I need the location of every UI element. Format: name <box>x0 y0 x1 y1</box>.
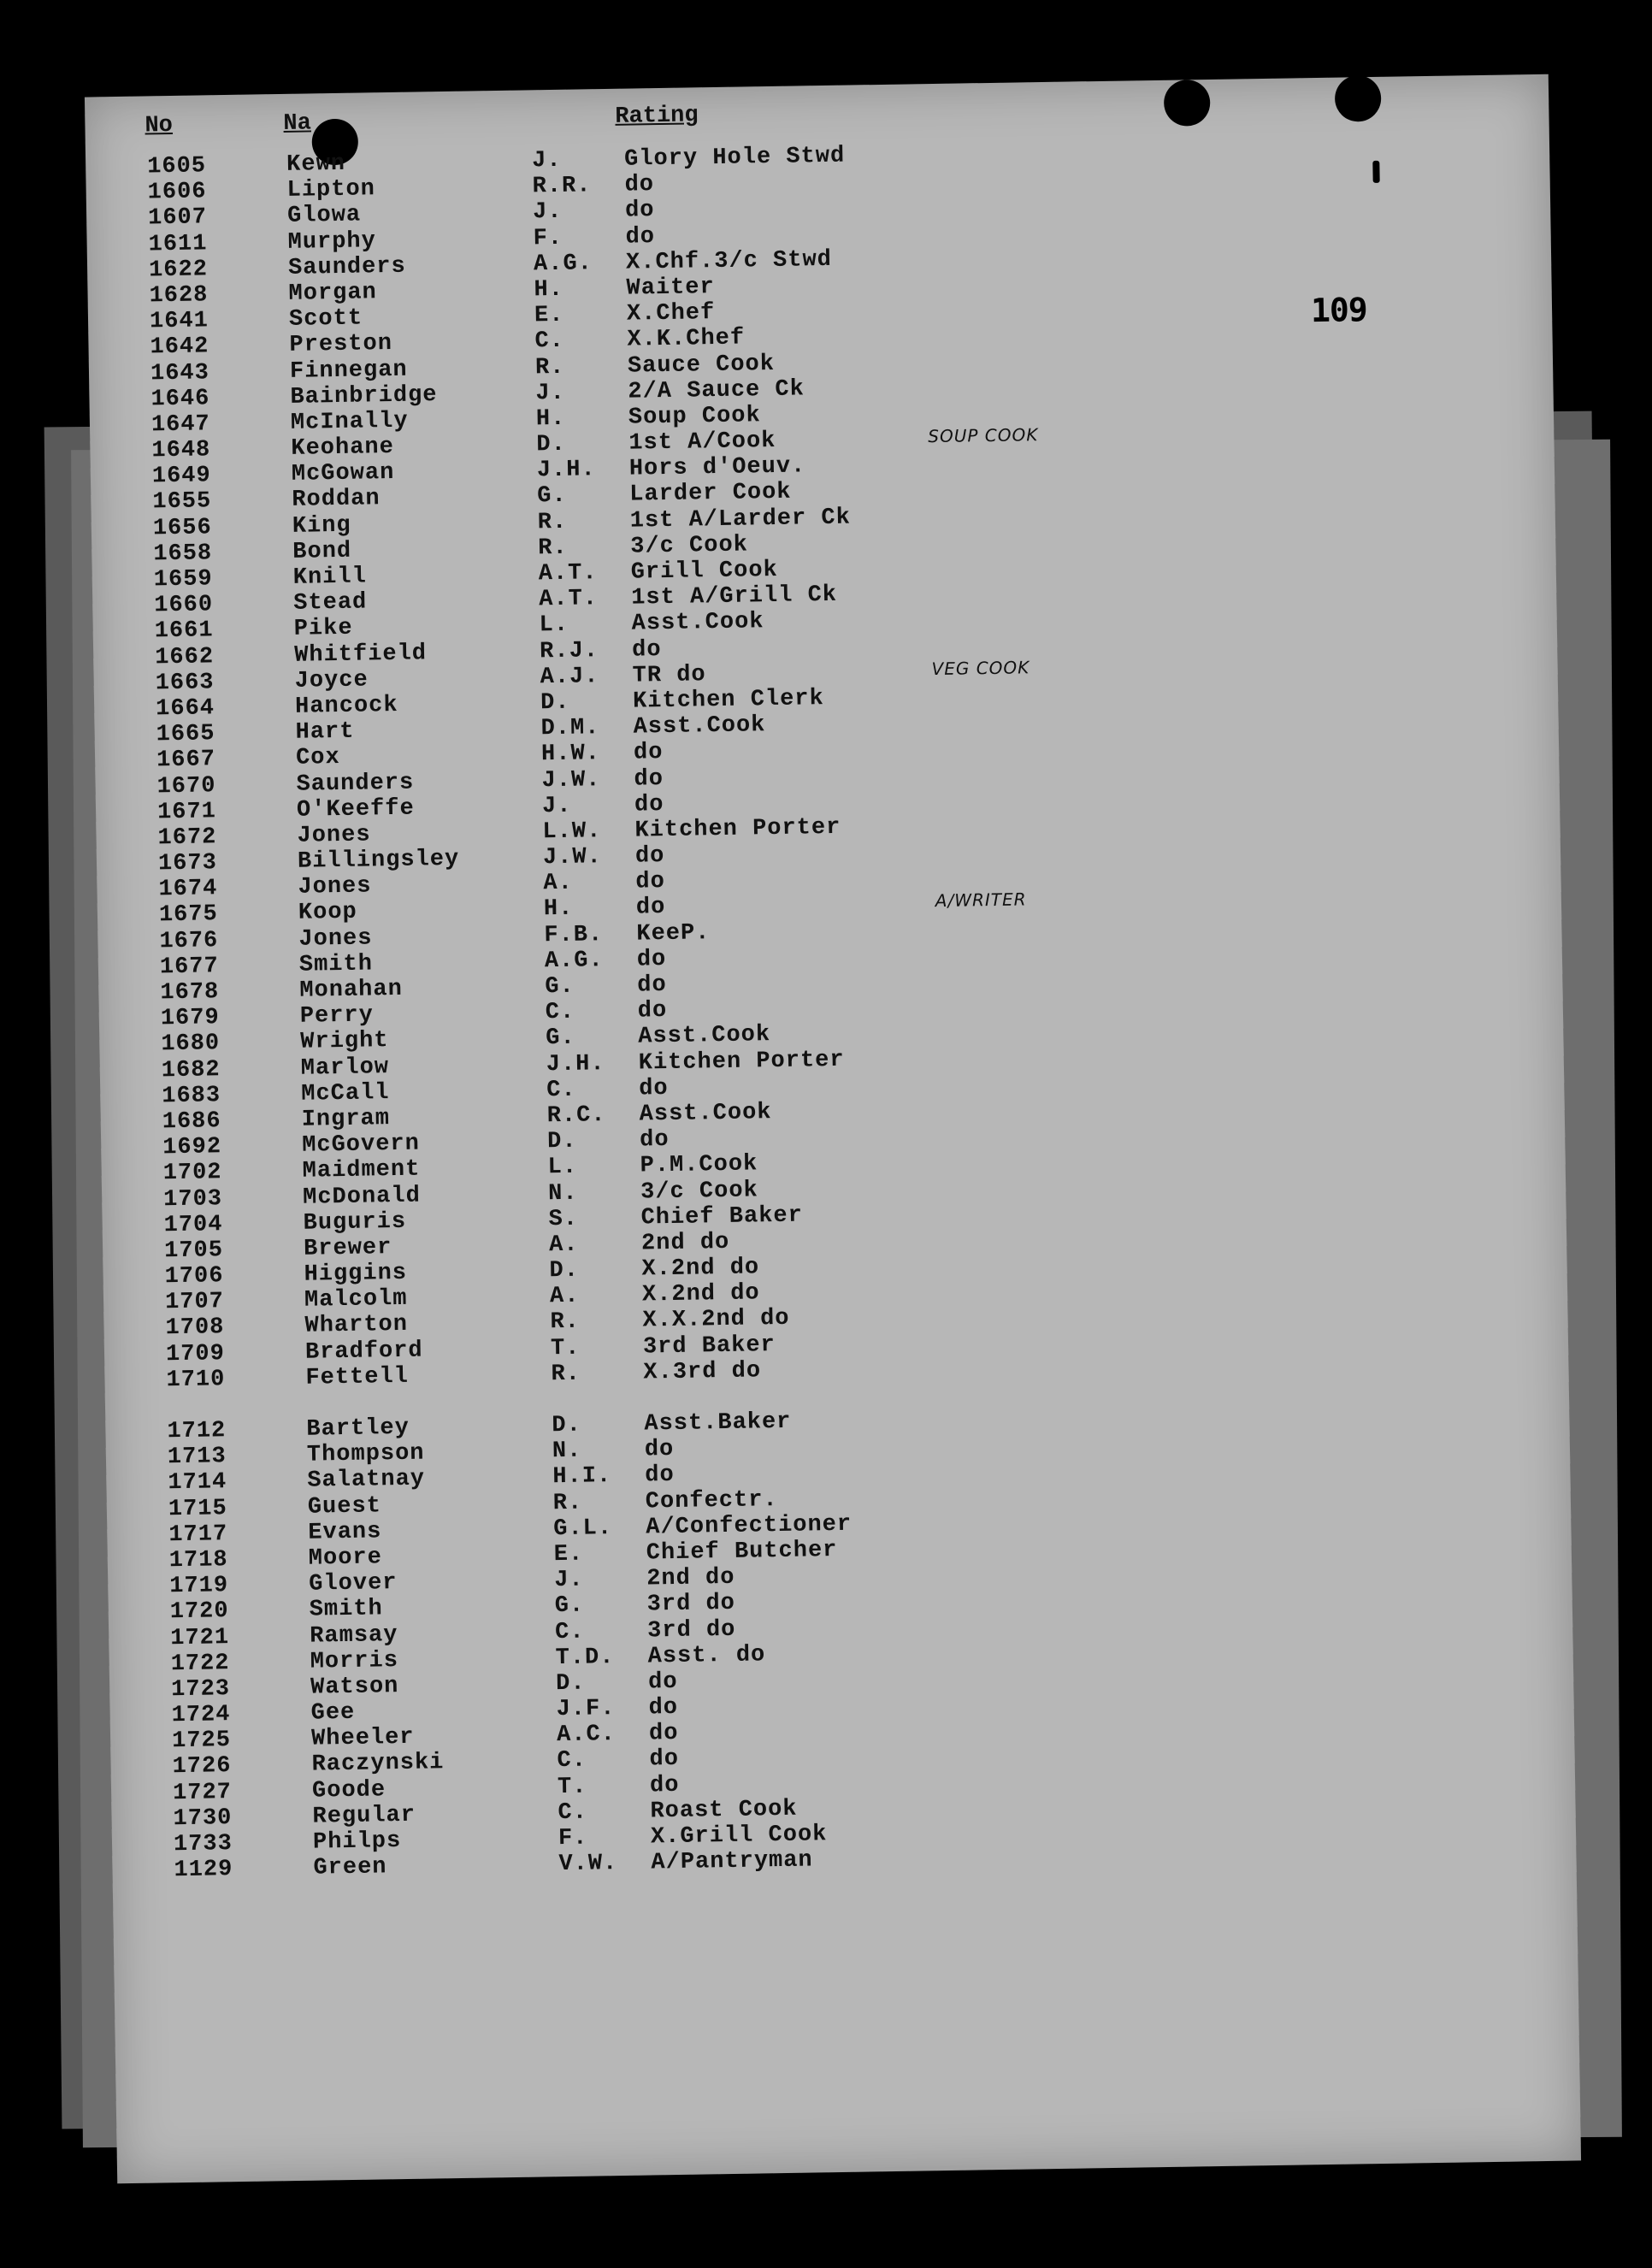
crew-name: Moore <box>308 1544 383 1572</box>
crew-name: Glover <box>309 1570 398 1598</box>
document-page <box>85 74 1581 2184</box>
crew-initials: C. <box>557 1748 587 1775</box>
crew-rating: do <box>635 869 666 895</box>
crew-initials: A. <box>549 1283 580 1310</box>
crew-name: Morris <box>310 1647 399 1675</box>
crew-initials: D. <box>546 1128 577 1155</box>
handwritten-note: VEG COOK <box>931 657 1030 679</box>
crew-initials: R. <box>550 1309 581 1336</box>
crew-number: 1643 <box>150 359 210 387</box>
crew-number: 1663 <box>155 670 215 697</box>
crew-rating: A/Confectioner <box>646 1511 853 1541</box>
crew-rating: Confectr. <box>645 1486 778 1515</box>
crew-name: Watson <box>310 1673 399 1701</box>
crew-rating: do <box>624 198 655 225</box>
crew-rating: do <box>645 1462 675 1489</box>
crew-initials: J. <box>531 147 562 174</box>
crew-rating: KeeP. <box>636 919 711 948</box>
crew-number: 1721 <box>170 1624 230 1651</box>
crew-number: 1129 <box>174 1857 233 1884</box>
crew-initials: J. <box>535 380 566 407</box>
crew-name: Buguris <box>303 1208 407 1237</box>
crew-name: Billingsley <box>297 846 460 875</box>
crew-rating: X.Chf.3/c Stwd <box>625 246 833 276</box>
crew-rating: do <box>625 223 656 251</box>
crew-name: O'Keeffe <box>296 795 415 824</box>
crew-number: 1706 <box>164 1263 224 1291</box>
crew-initials: E. <box>553 1541 584 1568</box>
crew-name: Cox <box>295 745 340 772</box>
crew-number: 1733 <box>173 1831 233 1858</box>
crew-initials: A.G. <box>544 948 604 975</box>
crew-rating: 3rd do <box>646 1591 736 1618</box>
crew-number: 1628 <box>149 282 209 310</box>
crew-rating: X.2nd do <box>641 1280 760 1308</box>
crew-number: 1660 <box>154 592 214 619</box>
crew-rating: Soup Cook <box>628 403 761 431</box>
page-number: 109 <box>1310 291 1368 330</box>
crew-initials: R.R. <box>532 173 592 200</box>
crew-name: McGovern <box>302 1131 421 1159</box>
crew-name: Murphy <box>287 227 377 256</box>
crew-name: Fettell <box>305 1363 410 1391</box>
crew-name: Saunders <box>296 770 415 798</box>
crew-initials: H.I. <box>552 1463 612 1491</box>
crew-number: 1709 <box>165 1340 226 1367</box>
crew-name: Joyce <box>294 667 369 694</box>
crew-name: Kewn <box>286 151 346 178</box>
crew-name: Wharton <box>304 1312 409 1340</box>
crew-initials: F. <box>533 225 563 251</box>
crew-name: Smith <box>298 951 374 978</box>
crew-initials: J.F. <box>556 1696 616 1723</box>
crew-number: 1676 <box>159 927 219 954</box>
crew-number: 1674 <box>158 876 218 903</box>
crew-number: 1692 <box>162 1134 222 1161</box>
crew-name: Wright <box>300 1028 389 1056</box>
crew-initials: N. <box>547 1180 578 1207</box>
crew-name: Evans <box>308 1519 382 1546</box>
crew-rating: do <box>649 1746 680 1773</box>
crew-rating: 3rd do <box>646 1616 736 1644</box>
crew-initials: A.G. <box>533 251 593 278</box>
crew-rating: do <box>647 1669 678 1696</box>
crew-rating: 3/c Cook <box>640 1177 758 1206</box>
crew-initials: L. <box>547 1155 578 1181</box>
crew-rating: Asst.Cook <box>631 609 764 637</box>
crew-initials: C. <box>545 999 575 1026</box>
crew-initials: F.B. <box>544 921 604 948</box>
crew-number: 1727 <box>172 1779 233 1806</box>
crew-name: Saunders <box>287 253 406 281</box>
crew-initials: D. <box>536 431 567 458</box>
crew-initials: D. <box>549 1257 580 1285</box>
crew-number: 1682 <box>161 1056 221 1084</box>
crew-initials: H. <box>535 405 566 433</box>
crew-rating: do <box>634 765 664 793</box>
crew-number: 1606 <box>147 179 207 206</box>
crew-number: 1718 <box>168 1547 228 1574</box>
crew-name: Whitfield <box>293 640 428 669</box>
crew-name: Marlow <box>300 1054 390 1082</box>
crew-rating: do <box>624 172 655 198</box>
crew-number: 1641 <box>149 308 209 335</box>
crew-name: McCall <box>301 1079 390 1107</box>
crew-number: 1665 <box>156 721 215 748</box>
crew-initials: G.L. <box>553 1515 613 1542</box>
crew-name: McInally <box>290 408 409 436</box>
crew-rating: 2nd do <box>646 1564 735 1592</box>
crew-name: Scott <box>288 305 363 333</box>
crew-rating: X.K.Chef <box>627 325 746 353</box>
crew-name: Ingram <box>301 1106 391 1133</box>
crew-rating: Kitchen Clerk <box>632 686 824 715</box>
crew-number: 1622 <box>148 257 209 284</box>
crew-name: Keohane <box>291 434 395 462</box>
crew-name: Bond <box>292 538 352 565</box>
crew-name: McDonald <box>302 1183 422 1211</box>
crew-rating: do <box>631 636 662 664</box>
crew-number: 1719 <box>169 1573 229 1600</box>
crew-number: 1661 <box>154 617 214 645</box>
crew-number: 1664 <box>155 695 215 723</box>
crew-initials: G. <box>554 1592 585 1620</box>
crew-rating: do <box>644 1437 675 1463</box>
crew-rating: Glory Hole Stwd <box>623 143 846 173</box>
crew-number: 1649 <box>151 463 211 490</box>
crew-name: Hart <box>295 718 355 746</box>
crew-rating: A/Pantryman <box>651 1847 813 1876</box>
crew-number: 1662 <box>155 643 215 670</box>
crew-rating: X.Chef <box>626 300 716 328</box>
crew-name: Guest <box>307 1492 382 1521</box>
crew-initials: D.M. <box>540 715 600 742</box>
crew-rating: Asst.Cook <box>638 1022 771 1050</box>
crew-rating: Kitchen Porter <box>638 1047 845 1077</box>
crew-initials: D. <box>552 1412 582 1439</box>
crew-rating: Asst.Cook <box>633 712 766 741</box>
crew-name: Roddan <box>292 486 381 514</box>
crew-rating: Hors d'Oeuv. <box>628 453 806 482</box>
crew-number: 1673 <box>157 850 218 877</box>
crew-rating: do <box>634 791 664 818</box>
crew-initials: T.D. <box>555 1644 615 1671</box>
crew-name: Knill <box>292 564 368 591</box>
crew-name: Salatnay <box>307 1466 426 1495</box>
crew-number: 1675 <box>158 901 219 929</box>
crew-name: Jones <box>297 822 371 849</box>
crew-number: 1655 <box>152 488 212 516</box>
crew-name: Raczynski <box>311 1750 445 1779</box>
crew-number: 1670 <box>156 772 216 800</box>
crew-number: 1705 <box>163 1237 224 1265</box>
crew-rating: Chief Baker <box>640 1202 804 1231</box>
crew-number: 1656 <box>152 514 212 542</box>
crew-rating: do <box>637 972 667 999</box>
crew-initials: G. <box>537 483 567 510</box>
header-rating: Rating <box>615 103 699 130</box>
crew-name: Bradford <box>304 1338 423 1366</box>
crew-initials: S. <box>548 1206 579 1232</box>
crew-rating: do <box>649 1772 680 1799</box>
crew-initials: J.W. <box>541 766 601 794</box>
crew-initials: A.J. <box>540 663 599 691</box>
crew-initials: R. <box>537 509 568 535</box>
crew-initials: J. <box>554 1567 584 1594</box>
crew-initials: F. <box>558 1825 588 1852</box>
crew-initials: G. <box>545 973 575 1001</box>
crew-number: 1725 <box>171 1728 232 1755</box>
crew-number: 1714 <box>168 1469 227 1497</box>
crew-name: Green <box>313 1854 387 1881</box>
crew-initials: T. <box>550 1335 581 1361</box>
handwritten-note: A/WRITER <box>935 889 1027 912</box>
crew-rating: Larder Cook <box>629 480 792 509</box>
crew-initials: C. <box>558 1799 588 1826</box>
crew-rating: do <box>637 998 668 1025</box>
crew-rating: Asst.Cook <box>639 1100 772 1128</box>
crew-initials: H. <box>543 896 574 923</box>
crew-number: 1607 <box>147 204 208 232</box>
crew-name: Preston <box>289 331 393 359</box>
crew-name: King <box>292 512 351 540</box>
crew-name: Philps <box>312 1828 402 1856</box>
crew-initials: V.W. <box>558 1851 618 1878</box>
crew-name: McGowan <box>291 460 395 488</box>
crew-initials: C. <box>534 328 565 355</box>
crew-initials: L. <box>539 612 569 639</box>
crew-name: Lipton <box>286 176 376 204</box>
crew-number: 1642 <box>150 334 209 361</box>
crew-rating: 2nd do <box>640 1229 730 1257</box>
crew-name: Goode <box>311 1776 386 1804</box>
crew-rating: Chief Butcher <box>646 1537 838 1567</box>
crew-rating: Asst. do <box>647 1642 766 1670</box>
crew-initials: E. <box>534 302 564 329</box>
crew-number: 1730 <box>173 1804 233 1833</box>
crew-number: 1683 <box>162 1082 221 1110</box>
crew-number: 1605 <box>147 153 207 180</box>
crew-initials: J. <box>541 793 572 819</box>
crew-name: Smith <box>309 1596 384 1623</box>
punch-hole <box>1335 75 1382 122</box>
crew-initials: R. <box>552 1490 583 1516</box>
crew-name: Monahan <box>299 976 404 1004</box>
crew-name: Malcolm <box>304 1286 408 1314</box>
crew-name: Gee <box>310 1699 356 1727</box>
crew-number: 1659 <box>153 566 213 594</box>
crew-number: 1707 <box>164 1289 225 1316</box>
punch-hole <box>1164 80 1211 127</box>
crew-rating: do <box>635 895 666 922</box>
crew-rating: Asst.Baker <box>644 1409 792 1438</box>
crew-name: Thompson <box>306 1440 425 1468</box>
crew-rating: X.X.2nd do <box>642 1306 790 1334</box>
crew-name: Finnegan <box>289 357 408 385</box>
crew-number: 1713 <box>167 1444 227 1471</box>
crew-name: Pike <box>293 616 353 643</box>
crew-initials: A. <box>548 1231 579 1259</box>
crew-name: Higgins <box>304 1260 408 1288</box>
crew-rating: 3rd Baker <box>642 1332 776 1361</box>
crew-rating: X.2nd do <box>641 1255 760 1283</box>
crew-rating: P.M.Cook <box>640 1151 758 1179</box>
crew-initials: A.T. <box>539 586 599 613</box>
crew-rating: 1st A/Grill Ck <box>630 582 838 611</box>
crew-initials: G. <box>546 1025 575 1052</box>
crew-name: Wheeler <box>310 1725 415 1752</box>
crew-initials: A.T. <box>538 560 598 588</box>
crew-number: 1708 <box>165 1314 225 1342</box>
crew-number: 1678 <box>160 979 220 1007</box>
crew-name: Bartley <box>306 1415 410 1443</box>
crew-initials: D. <box>540 689 570 717</box>
crew-initials: J.H. <box>546 1050 605 1078</box>
crew-number: 1703 <box>162 1185 223 1213</box>
crew-rating: do <box>636 946 667 973</box>
crew-rating: 1st A/Cook <box>628 428 776 457</box>
crew-number: 1724 <box>171 1702 231 1729</box>
crew-rating: Grill Cook <box>630 557 779 586</box>
crew-name: Stead <box>293 589 368 617</box>
crew-name: Maidment <box>302 1156 421 1185</box>
crew-initials: H. <box>534 276 564 304</box>
crew-rating: Roast Cook <box>650 1796 798 1825</box>
crew-rating: do <box>634 843 665 870</box>
crew-name: Perry <box>299 1002 375 1030</box>
crew-initials: N. <box>552 1438 582 1465</box>
crew-initials: J.W. <box>542 844 603 871</box>
header-no: No <box>145 112 174 139</box>
crew-initials: R. <box>551 1361 581 1388</box>
crew-number: 1667 <box>156 747 216 774</box>
crew-number: 1646 <box>150 386 210 413</box>
crew-initials: R. <box>534 354 565 381</box>
crew-number: 1647 <box>150 411 211 439</box>
crew-initials: R. <box>538 535 568 562</box>
crew-rating: 1st A/Larder Ck <box>629 505 852 535</box>
crew-number: 1648 <box>151 437 211 464</box>
crew-number: 1712 <box>167 1418 227 1445</box>
crew-rating: Waiter <box>626 274 715 302</box>
crew-initials: A.C. <box>556 1722 617 1749</box>
crew-rating: Sauce Cook <box>627 351 776 380</box>
crew-number: 1679 <box>160 1005 220 1032</box>
crew-name: Jones <box>298 925 373 953</box>
crew-number: 1672 <box>157 824 217 852</box>
crew-name: Jones <box>298 873 372 901</box>
crew-rating: do <box>633 740 664 766</box>
crew-number: 1710 <box>166 1367 226 1394</box>
crew-rating: X.3rd do <box>643 1358 762 1386</box>
crew-initials: H.W. <box>540 741 601 768</box>
crew-number: 1726 <box>172 1753 232 1781</box>
crew-rating: 3/c Cook <box>630 532 749 560</box>
crew-rating: 2/A Sauce Ck <box>628 376 805 405</box>
crew-initials: T. <box>557 1774 587 1800</box>
crew-rating: do <box>648 1694 679 1722</box>
crew-rating: Kitchen Porter <box>634 814 841 844</box>
crew-number: 1680 <box>161 1031 221 1058</box>
crew-name: Koop <box>298 900 358 927</box>
crew-name: Morgan <box>288 280 378 307</box>
crew-rating: do <box>639 1075 669 1102</box>
crew-number: 1704 <box>163 1211 223 1238</box>
crew-number: 1677 <box>159 954 219 981</box>
crew-initials: J. <box>532 199 563 226</box>
crew-number: 1686 <box>162 1108 221 1136</box>
crew-number: 1723 <box>170 1676 231 1704</box>
crew-number: 1717 <box>168 1521 228 1549</box>
crew-number: 1722 <box>170 1650 230 1677</box>
crew-list <box>86 133 1577 1885</box>
crew-initials: L.W. <box>542 818 602 846</box>
crew-number: 1658 <box>153 540 213 568</box>
crew-initials: J.H. <box>536 457 596 484</box>
crew-rating: TR do <box>632 662 706 689</box>
crew-name: Hancock <box>294 692 398 720</box>
crew-number: 1720 <box>169 1598 229 1626</box>
crew-rating: X.Grill Cook <box>650 1822 828 1851</box>
crew-number: 1715 <box>168 1495 227 1522</box>
crew-initials: R.C. <box>546 1102 606 1130</box>
crew-name: Glowa <box>286 202 362 230</box>
crew-initials: D. <box>555 1670 586 1698</box>
crew-number: 1611 <box>148 230 208 258</box>
crew-initials: C. <box>554 1619 585 1645</box>
crew-rating: do <box>639 1127 670 1154</box>
crew-name: Regular <box>312 1802 416 1830</box>
header-name: Na <box>283 110 312 137</box>
crew-initials: A. <box>543 870 574 897</box>
crew-initials: R.J. <box>539 637 599 664</box>
crew-name: Brewer <box>303 1234 392 1262</box>
crew-name: Bainbridge <box>290 381 438 410</box>
crew-rating: do <box>648 1721 679 1747</box>
crew-number: 1671 <box>156 798 217 826</box>
crew-name: Ramsay <box>310 1621 398 1650</box>
crew-initials: C. <box>546 1077 576 1104</box>
crew-number: 1702 <box>162 1160 222 1187</box>
handwritten-note: SOUP COOK <box>928 424 1039 447</box>
